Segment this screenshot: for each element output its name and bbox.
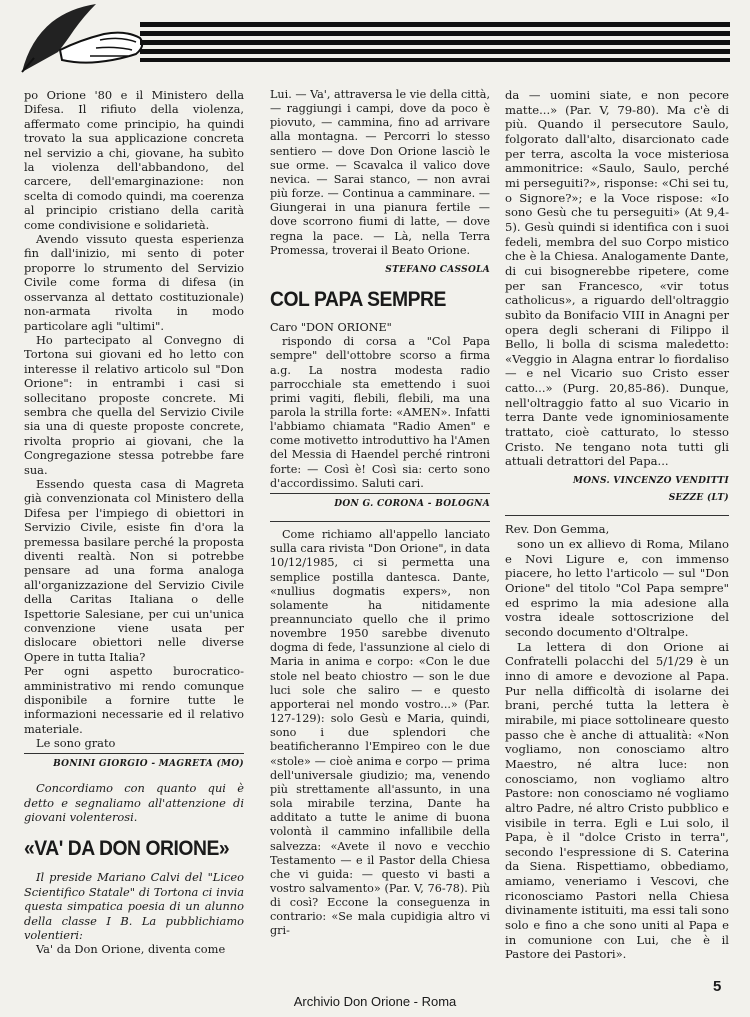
- letter-salutation: Caro "DON ORIONE": [270, 321, 392, 335]
- page-number: 5: [713, 978, 722, 995]
- signature-bonini: BONINI GIORGIO - MAGRETA (MO): [24, 753, 244, 771]
- letter-salutation: Rev. Don Gemma,: [505, 522, 610, 537]
- section-heading-col-papa-sempre: COL PAPA SEMPRE: [270, 288, 446, 312]
- letter-paragraph: rispondo di corsa a "Col Papa sempre" dell'ottobre scorso a firma a.g. La nostra modesta radio parrocchiale sta emettendo i suoi primi vagiti, flebili, flebili, ma una parola la strilla forte: «AMEN». Infatti l'abbiamo chiamata "Radio Amen" e come motivetto introduttivo ha l'Amen del Messia di Haendel perché rintroni forte: — Così è! Così sia: certo sono d'accordissimo. Saluti cari.: [270, 335, 490, 490]
- archive-footer: Archivio Don Orione - Roma: [293, 994, 457, 1009]
- divider: [270, 521, 490, 522]
- letter-paragraph: Ho partecipato al Convegno di Tortona sui giovani ed ho letto con interesse il relativo articolo sul "Don Orione": in entrambi i casi si sollecitano proposte concrete. Mi sembra che quella del Servizio Civile sia una di queste proposte concrete, rivolta proprio ai giovani, che la Congregazione stessa potrebbe fare sua.: [24, 332, 244, 477]
- letter-paragraph: La lettera di don Orione ai Confratelli polacchi del 5/1/29 è un inno di amore e devozione al Papa. Pur nella difficoltà di isolarne dei brani, perché tutta la lettera è mirabile, mi piace sottolineare questo passo che è anche di attualità: «Non vogliamo, non conosciamo altro Maestro, né altra luce: non conosciamo, non vogliamo altro Pastore: non conosciamo né vogliamo altro Padre, né altro Cristo pubblico e visibile in terra. Egli e Lui solo, il Papa, è il "dolce Cristo in terra", secondo l'espressione di S. Caterina da Siena. Rispettiamo, obbediamo, amiamo, veneriamo i Vescovi, che riconosciamo Pastori nella Chiesa divinamente istituiti, ma essi tali sono solo e fino a che sono uniti al Papa e in comunione con Lui, che è il Pastore dei Pastori».: [505, 639, 729, 962]
- header-rules: [140, 22, 730, 62]
- letter-paragraph: Avendo vissuto questa esperienza fin dall'inizio, mi sento di poter proporre lo strumento del Servizio Civile come forma di difesa (in osservanza al dettato costituzionale) non-armata rivolta in modo particolare agli "ultimi".: [24, 232, 244, 333]
- section-heading-va-da-don-orione: «VA' DA DON ORIONE»: [24, 837, 230, 861]
- header-quill-decoration: [0, 0, 750, 80]
- poem-text: Lui. — Va', attraversa le vie della città, — raggiungi i campi, dove da poco è piovuto, — cammina, fino ad arrivare alla montagna. — Percorri lo stesso sentiero — dove Don Orione lasciò le sue orme. — Scavalca il valico dove nevica. — Sarai stanco, — non avrai più forze. — Continua a camminare. — Giungerai in una pianura fertile — dove scorrono fiumi di latte, — dove regna la pace. — Là, nella Terra Promessa, troverai il Beato Orione.: [270, 88, 490, 257]
- letter-paragraph: po Orione '80 e il Ministero della Difesa. Il rifiuto della violenza, affermato come principio, ha quindi trovato la sua applicazione concreta nel servizio a chi, giovane, ha subìto la violenza dell'abbandono, del carcere, dell'emarginazione: non scelta di comodo quindi, ma coerenza al principio cristiano della carità come condivisione e solidarietà.: [24, 88, 244, 232]
- letter-closing: Le sono grato: [36, 736, 116, 751]
- letter-paragraph: Per ogni aspetto burocratico-amministrativo mi rendo comunque disponibile a fornire tutte le informazioni necessarie ed il relativo materiale.: [24, 664, 244, 736]
- signature-venditti: MONS. VINCENZO VENDITTI: [573, 476, 729, 487]
- signature-corona: DON G. CORONA - BOLOGNA: [270, 493, 490, 511]
- signature-venditti-place: SEZZE (LT): [668, 492, 729, 503]
- signature-cassola: STEFANO CASSOLA: [385, 264, 490, 275]
- letter-paragraph: sono un ex allievo di Roma, Milano e Novi Ligure e, con immenso piacere, ho letto l'articolo — sul "Don Orione" del titolo "Col Papa sempre" ed esprimo la mia adesione alla vostra ideale sottoscrizione del secondo documento d'Oltralpe.: [505, 537, 729, 639]
- editorial-note: Concordiamo con quanto qui è detto e segnaliamo all'attenzione di giovani volenterosi.: [24, 781, 244, 824]
- column-middle: [270, 88, 490, 939]
- column-right: [505, 88, 729, 962]
- letter-paragraph: Come richiamo all'appello lanciato sulla cara rivista "Don Orione", in data 10/12/1985, ci si permetta una semplice postilla dantesca. Dante, «nullius dogmatis expers», non solamente ha nitidamente preannunciato quello che il primo novembre 1950 sarebbe divenuto dogma di fede, l'assunzione al cielo di Maria in anima e corpo: «Con le due stole nel beato chiostro — son le due luci sole che saliro — e questo apporterai nel mondo vostro...» (Par. 127-129): solo Gesù e Maria, quindi, sono i due splendori che beatificheranno l'Empireo con le due «stole» — cioè anima e corpo — prima dell'universale giudizio; ma, venendo più strettamente all'assunto, in una sola mirabile terzina, Dante ha additato a tutte le anime di buona volontà il cammino infallibile della salvezza: «Avete il novo e vecchio Testamento — e il Pastor della Chiesa che vi guida: — questo vi basti a vostro salvamento» (Par. V, 76-78). Più di così? Eccone la conseguenza in contrario: «Se mala cupidigia altro vi gri-: [270, 528, 490, 938]
- letter-paragraph: Essendo questa casa di Magreta già convenzionata col Ministero della Difesa per l'impiego di obiettori in Servizio Civile, esiste fin d'ora la premessa basilare perché la proposta diventi realtà. Non si potrebbe pensare ad una forma analoga all'organizzazione del Servizio Civile della Caritas Italiana o delle Ispettorie Salesiane, per cui un'unica convenzione viene usata per dislocare obiettori nelle diverse Opere in tutta Italia?: [24, 476, 244, 664]
- poem-text: Va' da Don Orione, diventa come: [36, 942, 226, 957]
- section-intro: Il preside Mariano Calvi del "Liceo Scientifico Statale" di Tortona ci invia questa simpatica poesia di un alunno della classe I B. La pubblichiamo volentieri:: [24, 870, 244, 942]
- divider: [505, 515, 729, 516]
- quill-hand-icon: [22, 4, 142, 72]
- letter-paragraph: da — uomini siate, e non pecore matte...» (Par. V, 79-80). Ma c'è di più. Quando il persecutore Saulo, folgorato dall'alto, disarcionato cade per terra, ascolta la voce misteriosa ammonitrice: «Saulo, Saulo, perché mi perseguiti?», risponse: «Chi sei tu, o Signore?»; e la Voce rispose: «Io sono Gesù che tu perseguiti» (At 9,4-5). Gesù quindi si identifica con i suoi fedeli, membra del suo Corpo mistico che è la Chiesa. Analogamente Dante, di cui bisognerebbe ripetere, come per san Francesco, «vir totus catholicus», a riguardo dell'oltraggio subìto da Bonifacio VIII in Anagni per opera degli scherani di Filippo il Bello, li bolla di scisma maledetto: «Veggio in Alagna entrar lo fiordaliso — e nel Vicario suo Cristo esser catto...» (Purg. 20,85-86). Dunque, nell'oltraggio fatto al suo Vicario in terra Dante vede ignominiosamente trattato, cioè catturato, lo stesso Cristo. Ne tengano nota tutti gli attuali detrattori del Papa...: [505, 88, 729, 469]
- column-left: [24, 88, 244, 957]
